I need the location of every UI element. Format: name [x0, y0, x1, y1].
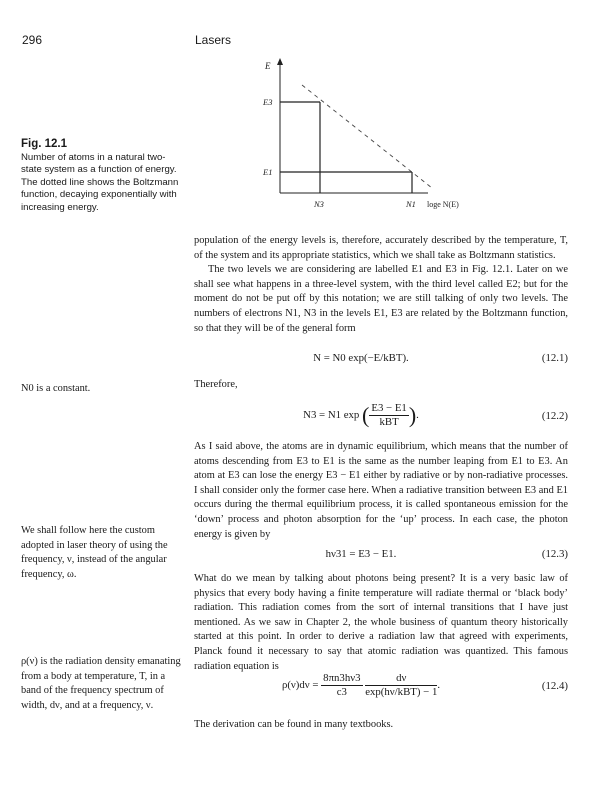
equation-12-4-fraction-2 [365, 672, 437, 699]
x-axis-label: loge N(E) [427, 200, 459, 209]
paragraph-2: The two levels we are considering are labelled E1 and E3 in Fig. 12.1. Later on we shall see what happens in a three-level system, with the third level called E2; but for the moment do not be put off by this notation; we are still talking of only two levels. The numbers of electrons N1, N3 in the levels E1, E3 are related by the Boltzmann function, so that they will be of the general form [194, 264, 568, 334]
equation-12-1-number: (12.1) [541, 352, 568, 364]
equation-12-3 [194, 548, 568, 566]
equation-12-3-number: (12.3) [541, 548, 568, 560]
page-number: 296 [22, 33, 43, 47]
equation-12-4-fraction-1 [321, 672, 362, 699]
equation-12-4: ρ(ν)dν = $\frac{8\pi n3h\nu 3}{c3}$ $\frac{d\nu}{\text{exp(hν/kBT) − 1}}$ . (12.4) [281, 672, 568, 698]
y-axis-arrow [277, 58, 283, 65]
right-paren: ) [408, 402, 417, 428]
y-axis-label: E [265, 61, 271, 71]
figure-12-1 [250, 55, 500, 240]
running-title: Lasers [195, 33, 232, 47]
equation-12-2-number: (12.2) [541, 410, 568, 422]
equation-12-4-lhs: ρ(ν)dν = [281, 678, 319, 691]
equation-12-4-f2-numerator: dν [365, 672, 437, 686]
equation-12-4-f2-denominator: exp(hν/kBT) − 1 [365, 686, 438, 698]
equation-12-2-denominator: kBT [379, 416, 399, 428]
equation-12-3-expr: hν31 = E3 − E1. [325, 548, 397, 560]
paragraph-3: As I said above, the atoms are in dynamic equilibrium, which means that the number of atoms descending from E3 to E1 is the same as the number leaping from E1 to E3. An atom at E3 can lose the energy E3 − E1 either by radiative or by non-radiative processes. I shall consider only the former case here. When a radiative transition between E3 and E1 occurs during the thermal equilibrium process, it is called spontaneous emission for the ‘down’ process and photon absorption for the ‘up’ process. In each case, the photon energy is given by [194, 441, 568, 540]
figure-label: Fig. 12.1 [21, 138, 68, 150]
equation-12-1 [194, 352, 568, 370]
sidenote-radiation-density: ρ(ν) is the radiation density emanating from a body at temperature, T, in a band of the frequency spectrum of width, dν, and at a frequency, ν. [21, 656, 181, 711]
equation-12-4-f1-denominator: c3 [336, 686, 347, 698]
paragraph-1: population of the energy levels is, therefore, accurately described by the temperature, T, of the system and its appropriate statistics, which we shall take as Boltzmann statistics. [194, 235, 568, 261]
equation-12-4-f1-numerator: 8πn3hν3 [323, 672, 361, 684]
equation-12-2-fraction [369, 402, 408, 429]
paragraph-4: What do we mean by talking about photons being present? It is a very basic law of physics that every body having a finite temperature will radiate thermal or ‘black body’ radiation. This radiation comes from the sort of internal transitions that I have just mentioned. As we saw in Chapter 2, the whole business of quantum theory historically started at this point. In order to derive a radiation law that agreed with experiments, Planck found it necessary to say that atomic radiation was quantized. This famous radiation equation is [194, 573, 568, 672]
y-tick-e1: E1 [263, 167, 273, 177]
body-block-1 [194, 234, 568, 336]
sidenote-n0: N0 is a constant. [21, 383, 91, 394]
x-tick-n3: N3 [314, 199, 324, 209]
equation-12-2-numerator: E3 − E1 [371, 402, 407, 414]
equation-12-4-number: (12.4) [541, 680, 568, 692]
equation-12-2-lhs: N3 = N1 exp [303, 408, 360, 421]
y-tick-e3: E3 [263, 97, 273, 107]
equation-12-1-expr: N = N0 exp(−E/kBT). [313, 352, 409, 364]
left-paren: ( [362, 402, 370, 428]
x-tick-n1: N1 [406, 199, 416, 209]
therefore-line: Therefore, [194, 379, 238, 390]
sidenote-frequency-custom: We shall follow here the custom adopted in laser theory of using the frequency, ν, instead of the angular frequency, ω. [21, 525, 168, 580]
figure-caption: Number of atoms in a natural two-state system as a function of energy. The dotted line shows the Boltzmann function, decaying exponentially with increasing energy. [21, 152, 179, 213]
paragraph-5: The derivation can be found in many textbooks. [194, 719, 394, 730]
equation-12-2: N3 = N1 exp ( $\frac{E3 - E1}{\text{kBT}}$ ). (12.2) [303, 402, 568, 428]
